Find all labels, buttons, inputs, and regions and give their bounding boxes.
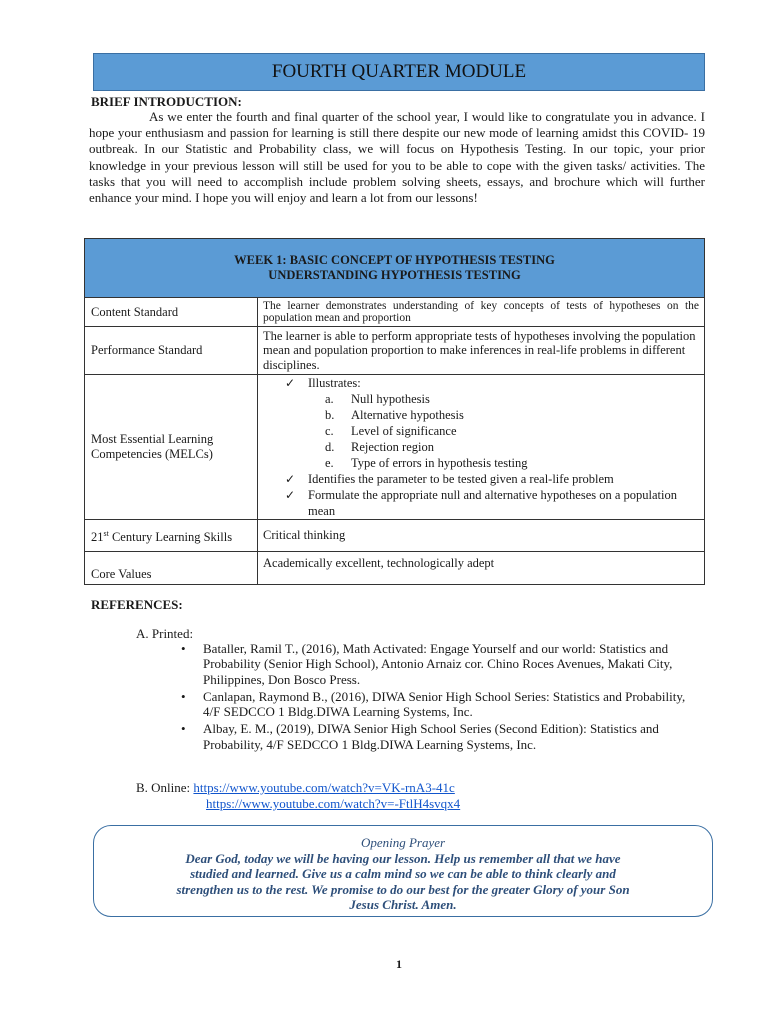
module-title: FOURTH QUARTER MODULE <box>93 53 705 91</box>
list-item <box>263 455 699 471</box>
week-subtitle: UNDERSTANDING HYPOTHESIS TESTING <box>268 268 521 282</box>
list-item <box>263 391 699 407</box>
sub-letter: e. <box>325 456 334 470</box>
reference-text: Bataller, Ramil T., (2016), Math Activated: Engage Yourself and our world: Statistics and Probability (Senior High School), Antonio Arnaiz cor. Chino Roces Avenues, Makati City, Philippines, Don Bosco Press. <box>203 641 673 687</box>
online-link-row-2 <box>206 796 460 812</box>
checkmark-icon: ✓ <box>285 472 296 486</box>
sub-letter: b. <box>325 408 335 422</box>
prayer-body: Dear God, today we will be having our lesson. Help us remember all that we have studied and learned. Give us a calm mind so we can be able to think clearly and strengthen us to the rest. We promise to do our best for the greater Glory of your Son Jesus Christ. Amen. <box>176 850 630 912</box>
week-header <box>85 239 705 298</box>
sub-letter: a. <box>325 392 334 406</box>
skills-value: Critical thinking <box>258 520 705 552</box>
prayer-title: Opening Prayer <box>360 835 446 850</box>
sub-text: Type of errors in hypothesis testing <box>351 456 528 470</box>
list-item <box>263 423 699 439</box>
intro-heading: BRIEF INTRODUCTION: <box>91 94 242 109</box>
opening-prayer-box <box>93 825 713 917</box>
core-values-value: Academically excellent, technologically adept <box>258 552 705 585</box>
week-title: WEEK 1: BASIC CONCEPT OF HYPOTHESIS TESTING <box>234 253 555 267</box>
list-item <box>263 439 699 455</box>
list-item <box>263 487 699 519</box>
melcs-value <box>258 375 705 520</box>
performance-standard-label: Performance Standard <box>85 327 258 375</box>
youtube-link-2[interactable]: https://www.youtube.com/watch?v=-FtlH4svqx4 <box>206 796 461 811</box>
core-values-label: Core Values <box>85 552 258 585</box>
content-standard-value: The learner demonstrates understanding of key concepts of tests of hypotheses on the population mean and proportion <box>258 298 705 327</box>
melcs-label: Most Essential Learning Competencies (MELCs) <box>85 375 258 520</box>
sub-letter: d. <box>325 440 335 454</box>
bullet-icon: • <box>181 721 186 737</box>
skills-label-sup: st <box>103 528 109 538</box>
melc-item-label: Illustrates: <box>308 376 361 390</box>
melcs-list <box>263 375 699 391</box>
intro-paragraph: As we enter the fourth and final quarter of the school year, I would like to congratulate you in advance. I hope your enthusiasm and passion for learning is still there despite our new mode of learning amidst this COVID- 19 outbreak. In our Statistic and Probability class, we will focus on Hypothesis Testing. In our topic, your prior knowledge in your previous lesson will still be used for you to be able to cope with the given tasks/ activities. The tasks that you will need to accomplish include problem solving sheets, essays, and brochure which will further enhance your mind. I hope you will enjoy and learn a lot from our lessons! <box>89 109 705 206</box>
melcs-sub-list <box>263 391 699 471</box>
sub-text: Alternative hypothesis <box>351 408 464 422</box>
checkmark-icon: ✓ <box>285 488 296 502</box>
online-references <box>136 780 455 796</box>
reference-text: Canlapan, Raymond B., (2016), DIWA Senior High School Series: Statistics and Probability, 4/F SEDCCO 1 Bldg.DIWA Learning Systems, Inc. <box>203 688 686 720</box>
checkmark-icon: ✓ <box>285 376 296 390</box>
bullet-icon: • <box>181 641 186 656</box>
competency-table <box>84 238 705 585</box>
page-number: 1 <box>396 957 402 971</box>
list-item <box>263 471 699 487</box>
skills-label-number: 21 <box>91 530 104 545</box>
online-label: B. Online: <box>136 780 194 795</box>
skills-label-text: Century Learning Skills <box>108 530 233 545</box>
reference-text: Albay, E. M., (2019), DIWA Senior High School Series (Second Edition): Statistics and Probability, 4/F SEDCCO 1 Bldg.DIWA Learning Systems, Inc. <box>203 721 659 752</box>
melc-item-label: Identifies the parameter to be tested given a real-life problem <box>308 472 614 486</box>
list-item <box>178 641 703 687</box>
printed-references-list <box>178 641 703 754</box>
printed-label: A. Printed: <box>136 626 194 641</box>
list-item <box>263 407 699 423</box>
list-item <box>178 689 703 720</box>
sub-text: Null hypothesis <box>351 392 430 406</box>
melcs-list-continued <box>263 471 699 519</box>
sub-text: Level of significance <box>351 424 457 438</box>
list-item <box>178 721 703 752</box>
bullet-icon: • <box>181 688 186 704</box>
youtube-link-1[interactable]: https://www.youtube.com/watch?v=VK-rnA3-41c <box>193 780 455 795</box>
sub-letter: c. <box>325 424 334 438</box>
references-heading: REFERENCES: <box>91 597 183 612</box>
melc-item-label: Formulate the appropriate null and alternative hypotheses on a population mean <box>308 488 677 518</box>
list-item <box>263 375 699 391</box>
performance-standard-value: The learner is able to perform appropriate tests of hypotheses involving the population mean and population proportion to make inferences in real-life problems in different disciplines. <box>258 327 705 375</box>
skills-label <box>85 520 258 552</box>
content-standard-label: Content Standard <box>85 298 258 327</box>
sub-text: Rejection region <box>351 440 434 454</box>
